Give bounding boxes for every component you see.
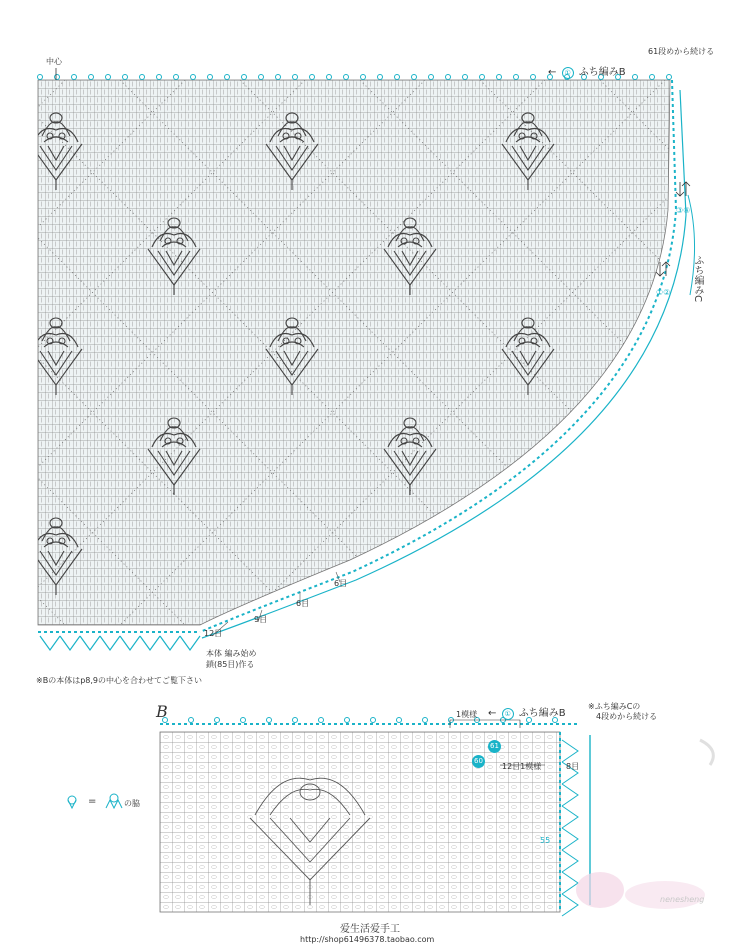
- row-61-badge: 61: [488, 740, 501, 753]
- edge-c-mark: [562, 740, 578, 762]
- legend-equals: =: [88, 796, 97, 807]
- row-55-label: 55: [540, 836, 551, 845]
- edge-c-note: [588, 702, 657, 722]
- edge-c-mark: [562, 784, 578, 806]
- edge-c-note-line1: ※ふち編みCの: [588, 702, 641, 711]
- picot-mark: [397, 718, 402, 723]
- repeat-label-2: 12目1模様: [502, 762, 542, 771]
- continue-note: 61段めから続ける: [648, 47, 715, 56]
- round-number: ①: [562, 67, 574, 79]
- picot-mark: [319, 718, 324, 723]
- picot-mark: [423, 718, 428, 723]
- row-count-9: 9目: [254, 615, 268, 624]
- row-8-label: 8目: [566, 762, 580, 771]
- picot-mark: [371, 718, 376, 723]
- edge-b-text: ふち編みB: [578, 67, 626, 78]
- diagram-b-body: [160, 732, 560, 912]
- start-note-line1: 本体 編み始め: [206, 649, 257, 658]
- row-count-12: 12目: [204, 629, 223, 638]
- legend-symbol-cyan: [68, 796, 76, 808]
- footer-title: 爱生活爱手工: [340, 924, 400, 935]
- edge-c-mark: [562, 872, 578, 894]
- left-arrow-icon: ←: [548, 67, 557, 78]
- picot-mark: [293, 718, 298, 723]
- legend-suffix: の脇: [124, 799, 140, 808]
- footnote: ※Bの本体はp8,9の中心を合わせてご覧下さい: [36, 676, 202, 685]
- repeat-label: 1模様: [456, 710, 478, 719]
- edge-c-label: ふち編みC: [692, 255, 703, 302]
- left-arrow-icon: ←: [488, 708, 497, 719]
- picot-mark: [241, 718, 246, 723]
- picot-mark: [345, 718, 350, 723]
- edge-b-text: ふち編みB: [518, 708, 566, 719]
- row-count-6a: 6目: [334, 579, 348, 588]
- round-number: ①: [502, 708, 514, 720]
- picot-mark: [267, 718, 272, 723]
- edge-c-mark: [562, 894, 578, 916]
- edge-c-mark: [562, 850, 578, 872]
- watermark: nenesheng: [660, 895, 705, 904]
- picot-mark: [215, 718, 220, 723]
- round-numbers-34: ③④: [676, 206, 691, 215]
- row-count-6b: 6目: [296, 599, 310, 608]
- row-60-badge: 60: [472, 755, 485, 768]
- edge-b-label-b: [488, 704, 566, 720]
- round-numbers-12: ①②: [656, 288, 671, 297]
- footer-url: http://shop61496378.taobao.com: [300, 935, 435, 944]
- legend-symbol-dark: [106, 794, 122, 808]
- start-note-line2: 鎖(85目)作る: [206, 660, 255, 669]
- edge-c-mark: [562, 806, 578, 828]
- edge-c-mark: [562, 828, 578, 850]
- diagram-b-letter: B: [156, 702, 168, 721]
- edge-c-note-line2: 4段めから続ける: [596, 712, 658, 721]
- picot-mark: [189, 718, 194, 723]
- center-label: 中心: [46, 57, 62, 66]
